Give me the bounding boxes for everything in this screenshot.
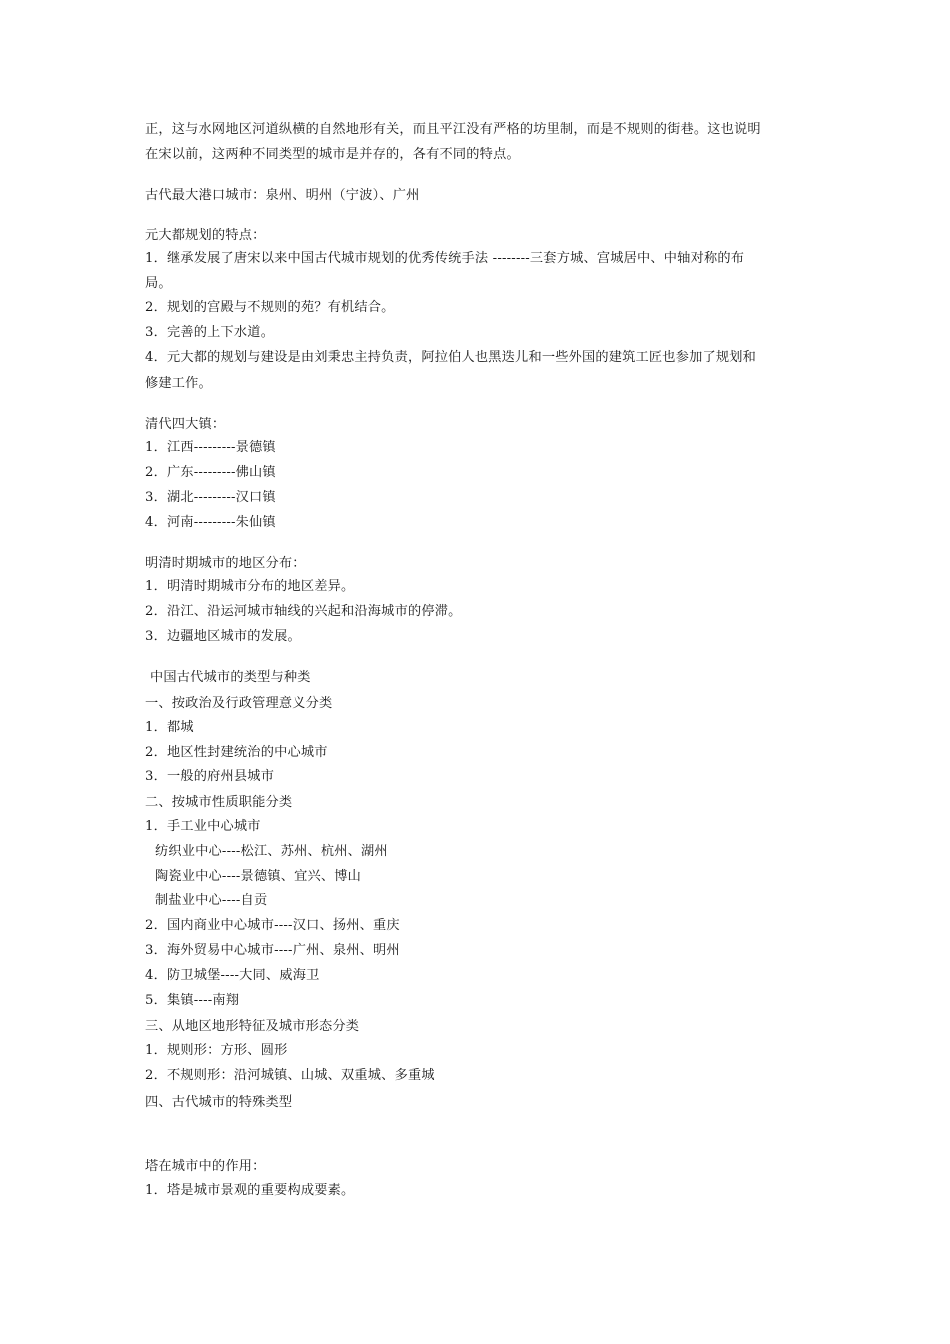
yuan-item-2: 2．规划的宫殿与不规则的苑？有机结合。 (145, 300, 395, 315)
ming-qing-heading: 明清时期城市的地区分布： (145, 556, 306, 571)
ming-qing-item: 3．边疆地区城市的发展。 (145, 629, 301, 644)
yuan-item-1b: 局。 (145, 276, 172, 291)
city-types-heading: 中国古代城市的类型与种类 (150, 670, 311, 685)
ming-qing-item: 2．沿江、沿运河城市轴线的兴起和沿海城市的停滞。 (145, 604, 462, 619)
category-2-heading: 二、按城市性质职能分类 (145, 795, 293, 810)
category-2-item: 3．海外贸易中心城市----广州、泉州、明州 (145, 943, 400, 958)
category-1-item: 2．地区性封建统治的中心城市 (145, 745, 328, 760)
yuan-dadu-heading: 元大都规划的特点： (145, 228, 266, 243)
ming-qing-item: 1．明清时期城市分布的地区差异。 (145, 579, 355, 594)
category-2-subitem: 纺织业中心----松江、苏州、杭州、湖州 (155, 844, 388, 859)
category-3-item: 2．不规则形：沿河城镇、山城、双重城、多重城 (145, 1068, 435, 1083)
category-1-heading: 一、按政治及行政管理意义分类 (145, 696, 333, 711)
category-1-item: 3．一般的府州县城市 (145, 769, 275, 784)
tower-item: 1．塔是城市景观的重要构成要素。 (145, 1183, 355, 1198)
yuan-item-3: 3．完善的上下水道。 (145, 325, 275, 340)
port-cities-line: 古代最大港口城市：泉州、明州（宁波）、广州 (145, 188, 420, 203)
yuan-item-1a: 1．继承发展了唐宋以来中国古代城市规划的优秀传统手法 --------三套方城、宫城居中、中轴对称的布 (145, 251, 745, 266)
intro-line-1: 正，这与水网地区河道纵横的自然地形有关，而且平江没有严格的坊里制，而是不规则的街巷。这也说明 (145, 122, 761, 137)
qing-town-item: 2．广东---------佛山镇 (145, 465, 276, 480)
qing-town-item: 1．江西---------景德镇 (145, 440, 276, 455)
category-2-item: 2．国内商业中心城市----汉口、扬州、重庆 (145, 918, 400, 933)
category-3-item: 1．规则形：方形、圆形 (145, 1043, 288, 1058)
category-2-item: 5．集镇----南翔 (145, 993, 240, 1008)
category-2-subitem: 制盐业中心----自贡 (155, 893, 268, 908)
category-2-item: 4．防卫城堡----大同、威海卫 (145, 968, 320, 983)
category-2-item: 1．手工业中心城市 (145, 819, 261, 834)
intro-line-2: 在宋以前，这两种不同类型的城市是并存的，各有不同的特点。 (145, 147, 520, 162)
tower-heading: 塔在城市中的作用： (145, 1159, 266, 1174)
qing-town-item: 3．湖北---------汉口镇 (145, 490, 276, 505)
yuan-item-4b: 修建工作。 (145, 376, 212, 391)
qing-town-item: 4．河南---------朱仙镇 (145, 515, 276, 530)
yuan-item-4a: 4．元大都的规划与建设是由刘秉忠主持负责，阿拉伯人也黑迭儿和一些外国的建筑工匠也参加了规划和 (145, 350, 757, 365)
category-1-item: 1．都城 (145, 720, 194, 735)
category-4-heading: 四、古代城市的特殊类型 (145, 1095, 293, 1110)
category-3-heading: 三、从地区地形特征及城市形态分类 (145, 1019, 360, 1034)
category-2-subitem: 陶瓷业中心----景德镇、宜兴、博山 (155, 869, 362, 884)
qing-towns-heading: 清代四大镇： (145, 417, 226, 432)
